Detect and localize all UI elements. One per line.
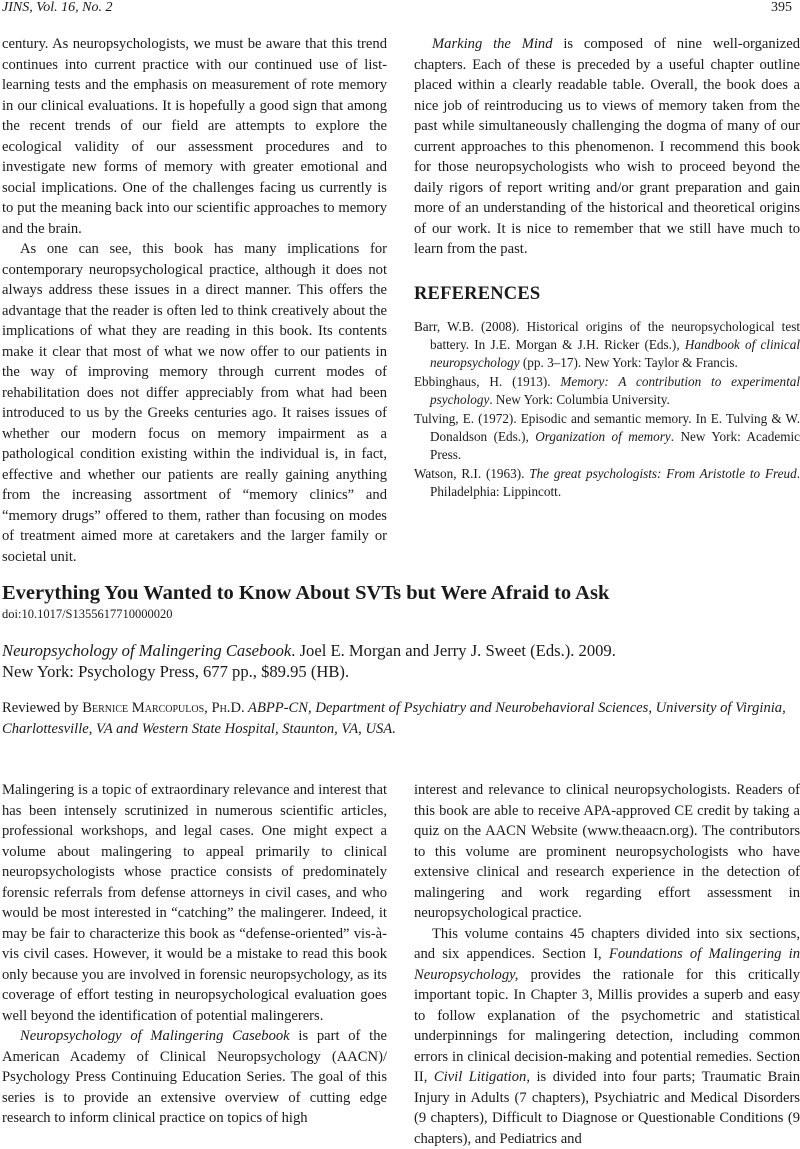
paragraph-text: is composed of nine well-organized chapters. Each of these is preceded by a useful chapter outline placed within a clearly readable table. Overall, the book does a nice job of reintroducing us to views of memory taken from the past while simultaneously challenging the dogma of many of our current approaches to this phenomenon. I recommend this book for those neuropsychologists who wish to proceed beyond the daily rigors of report writing and/or grant preparation and gain more of an understanding of the historical and theoretical origins of our work. It is nice to remember that we still have much to learn from the past. <box>414 36 800 257</box>
book-title-italic: Neuropsychology of Malingering Casebook <box>20 1028 290 1044</box>
reference-text: Ebbinghaus, H. (1913). <box>414 374 560 389</box>
reference-text: Barr, W.B. (2008). Historical origins of the neuropsychological test battery. In J.E. Morgan & J.H. Ricker (Eds.), <box>414 319 800 352</box>
body-paragraph: interest and relevance to clinical neuropsychologists. Readers of this book are able to receive APA-approved CE credit by taking a quiz on the AACN Website (www.theaacn.org). The contributors to this volume are prominent neuropsychologists who have extensive clinical and research experience in the detection of malingering and work regarding effort assessment in neuropsychological practice. <box>414 780 800 924</box>
body-paragraph: Malingering is a topic of extraordinary relevance and interest that has been intensely scrutinized in numerous scientific articles, professional workshops, and legal cases. One might expect a volume about malingering to appeal primarily to clinical neuropsychologists whose practice consists of predominately forensic referrals from defense attorneys in civil cases, and who would be most interested in “catching” the malingerer. Indeed, it may be fair to characterize this book as “defense-oriented” vis-à-vis civil cases. However, it would be a mistake to read this book only because you are involved in forensic neuropsychology, as its coverage of effort testing in neuropsychological evaluation goes well beyond the identification of potential malingerers. <box>2 780 387 1026</box>
paragraph-text: is part of the American Academy of Clinical Neuropsychology (AACN)/ Psychology Press Continuing Education Series. The goal of this series is to provide an extensive overview of cutting edge research to inform clinical practice on topics of high <box>2 1028 387 1126</box>
reference-entry <box>414 318 800 372</box>
running-header <box>2 0 792 20</box>
paragraph-text: provides the rationale for this critically important topic. In Chapter 3, Millis provides a superb and easy to follow explanation of the psychometric and statistical underpinnings for malingering detection, including common errors in clinical decision-making and potential remedies. Section II, <box>414 967 800 1086</box>
references-heading: REFERENCES <box>414 284 800 305</box>
paragraph-text: This volume contains 45 chapters divided into six sections, and six appendices. Section I, <box>414 926 800 963</box>
reviewed-by-label: Reviewed by <box>2 700 82 716</box>
reference-entry <box>414 465 800 501</box>
reviewer-name: Bernice Marcopulos, Ph.D. <box>82 700 244 716</box>
doi: doi:10.1017/S1355617710000020 <box>2 606 800 622</box>
reference-entry <box>414 373 800 409</box>
reviewer-affiliation: ABPP-CN, Department of Psychiatry and Neurobehavioral Sciences, University of Virginia, Charlottesville, VA and Western State Hospital, Staunton, VA, USA. <box>2 700 786 737</box>
book-details: . Joel E. Morgan and Jerry J. Sweet (Eds.). 2009. <box>291 641 616 660</box>
section-title: Foundations of Malingering in Neuropsychology, <box>414 946 800 983</box>
section-title: Civil Litigation <box>434 1069 526 1085</box>
reference-text: . New York: Academic Press. <box>430 429 800 462</box>
body-paragraph <box>414 34 800 260</box>
reference-title: Memory: A contribution to experimental psychology <box>430 374 800 407</box>
reviewed-book-title: Neuropsychology of Malingering Casebook <box>2 641 291 660</box>
top-right-column <box>414 34 800 502</box>
paragraph-text: , is divided into four parts; Traumatic Brain Injury in Adults (7 chapters), Psychiatric and Medical Disorders (9 chapters), Difficult to Diagnose or Questionable Conditions (9 chapters), and Pediatrics and <box>414 1069 800 1147</box>
bottom-right-column <box>414 780 800 1149</box>
body-paragraph: century. As neuropsychologists, we must be aware that this trend continues into current practice with our continued use of list-learning tests and the emphasis on measurement of rote memory in our clinical evaluations. It is hopefully a good sign that among the recent trends of our field are attempts to explore the ecological validity of our assessment procedures and to investigate new forms of memory with greater emotional and social implications. One of the challenges facing us currently is to put the meaning back into our scientific approaches to memory and the brain. <box>2 34 387 239</box>
reference-text: (pp. 3–17). New York: Taylor & Francis. <box>520 355 738 370</box>
body-paragraph <box>2 1026 387 1129</box>
reference-title: The great psychologists: From Aristotle to Freud <box>529 466 796 481</box>
book-info <box>2 640 800 682</box>
article-header <box>2 580 800 739</box>
body-paragraph: As one can see, this book has many implications for contemporary neuropsychological practice, although it does not always address these issues in a direct manner. This offers the advantage that the reader is often led to think creatively about the implications of what they are reading in this book. Its contents make it clear that most of what we now offer to our patients in the way of improving memory through current modes of rehabilitation does not differ appreciably from what had been introduced to us by the Greeks centuries ago. It raises issues of whether our modern focus on memory impairment as a pathological condition existing within the individual is, in fact, effective and whether our patients are really gaining anything from the increasing assortment of “memory clinics” and “memory drugs” offered to them, rather than focusing on modes of treatment aimed more at caretakers and the larger family or societal unit. <box>2 239 387 567</box>
book-publisher: New York: Psychology Press, 677 pp., $89.95 (HB). <box>2 662 349 681</box>
body-paragraph <box>414 924 800 1149</box>
reference-text: Tulving, E. (1972). Episodic and semantic memory. In E. Tulving & W. Donaldson (Eds.), <box>414 411 800 444</box>
reference-title: Organization of memory <box>535 429 671 444</box>
top-left-column <box>2 34 387 567</box>
reviewer-line <box>2 698 800 739</box>
book-title-italic: Marking the Mind <box>432 36 553 52</box>
journal-name: JINS, Vol. 16, No. 2 <box>2 0 112 16</box>
article-title: Everything You Wanted to Know About SVTs but Were Afraid to Ask <box>2 580 800 606</box>
bottom-left-column <box>2 780 387 1129</box>
reference-title: Handbook of clinical neuropsychology <box>430 337 800 370</box>
reference-entry <box>414 410 800 464</box>
reference-text: . New York: Columbia University. <box>489 392 669 407</box>
page-number: 395 <box>771 0 792 16</box>
reference-text: . Philadelphia: Lippincott. <box>430 466 800 499</box>
reference-text: Watson, R.I. (1963). <box>414 466 529 481</box>
